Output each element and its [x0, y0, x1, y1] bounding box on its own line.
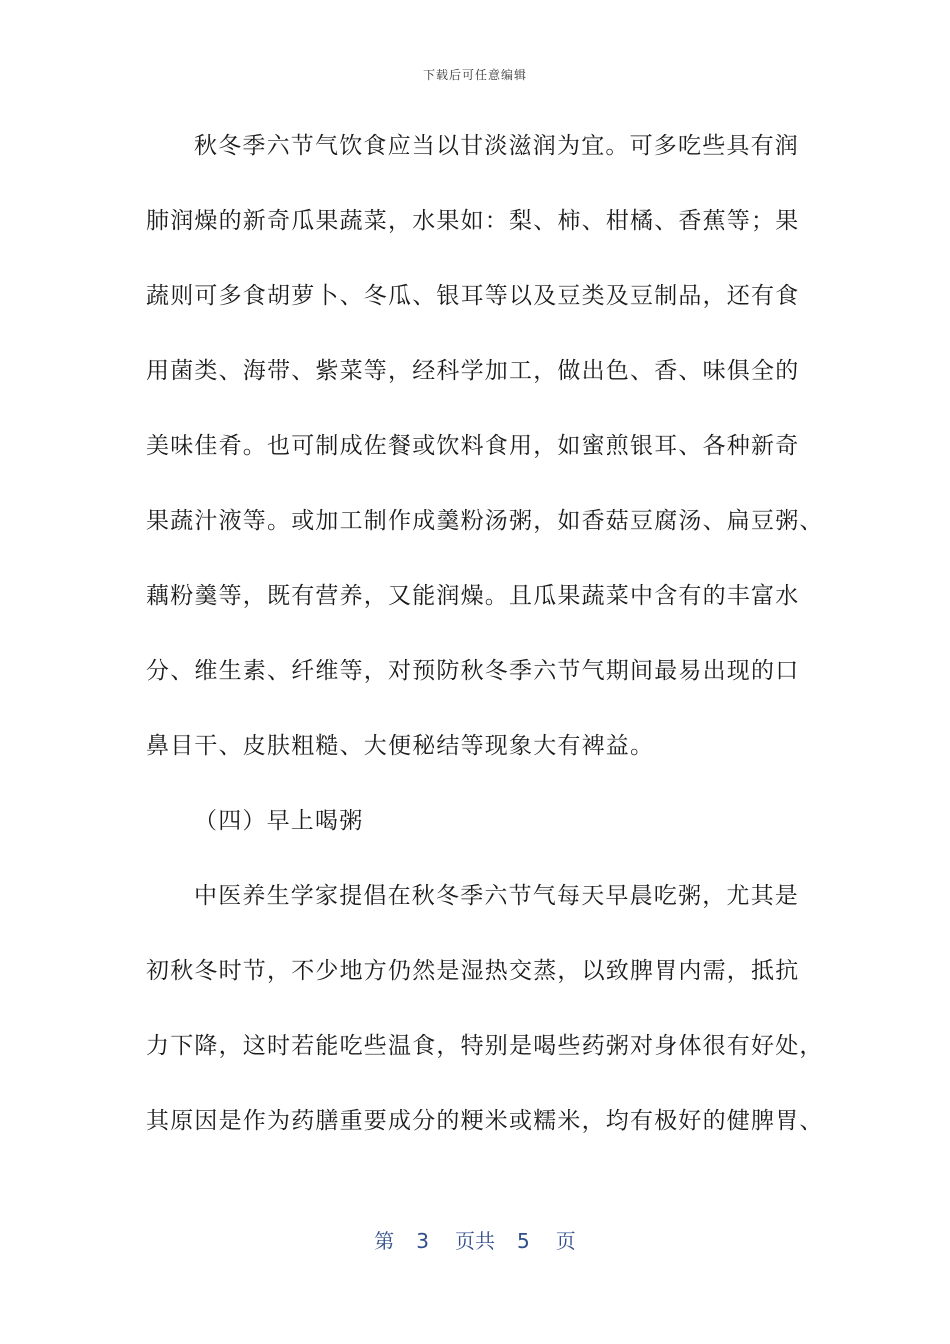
paragraph-2-line: 其原因是作为药膳重要成分的粳米或糯米，均有极好的健脾胃、 — [146, 1108, 824, 1134]
section-heading: （四）早上喝粥 — [194, 808, 364, 834]
paragraph-1-line: 分、维生素、纤维等，对预防秋冬季六节气期间最易出现的口 — [146, 658, 800, 684]
footer-prefix: 第 — [374, 1229, 395, 1253]
paragraph-1-line: 用菌类、海带、紫菜等，经科学加工，做出色、香、味俱全的 — [146, 358, 800, 384]
paragraph-1-line: 藕粉羹等，既有营养，又能润燥。且瓜果蔬菜中含有的丰富水 — [146, 583, 800, 609]
paragraph-2-line: 初秋冬时节，不少地方仍然是湿热交蒸，以致脾胃内需，抵抗 — [146, 958, 800, 984]
total-pages-number: 5 — [517, 1229, 530, 1253]
current-page-number: 3 — [416, 1229, 429, 1253]
paragraph-1-line: 蔬则可多食胡萝卜、冬瓜、银耳等以及豆类及豆制品，还有食 — [146, 283, 800, 309]
paragraph-2-line: 力下降，这时若能吃些温食，特别是喝些药粥对身体很有好处， — [146, 1033, 824, 1059]
header-note: 下载后可任意编辑 — [422, 68, 527, 82]
paragraph-1-line: 秋冬季六节气饮食应当以甘淡滋润为宜。可多吃些具有润 — [194, 133, 799, 159]
paragraph-2-line: 中医养生学家提倡在秋冬季六节气每天早晨吃粥，尤其是 — [194, 883, 799, 909]
document-body — [146, 122, 824, 1172]
page-footer — [0, 1225, 950, 1254]
footer-suffix: 页 — [555, 1229, 576, 1253]
paragraph-1-line: 鼻目干、皮肤粗糙、大便秘结等现象大有裨益。 — [146, 733, 655, 759]
paragraph-1-line: 肺润燥的新奇瓜果蔬菜，水果如：梨、柿、柑橘、香蕉等；果 — [146, 208, 800, 234]
footer-middle: 页共 — [455, 1229, 495, 1253]
paragraph-1-line: 果蔬汁液等。或加工制作成羹粉汤粥，如香菇豆腐汤、扁豆粥、 — [146, 508, 824, 534]
paragraph-1-line: 美味佳肴。也可制成佐餐或饮料食用，如蜜煎银耳、各种新奇 — [146, 433, 800, 459]
